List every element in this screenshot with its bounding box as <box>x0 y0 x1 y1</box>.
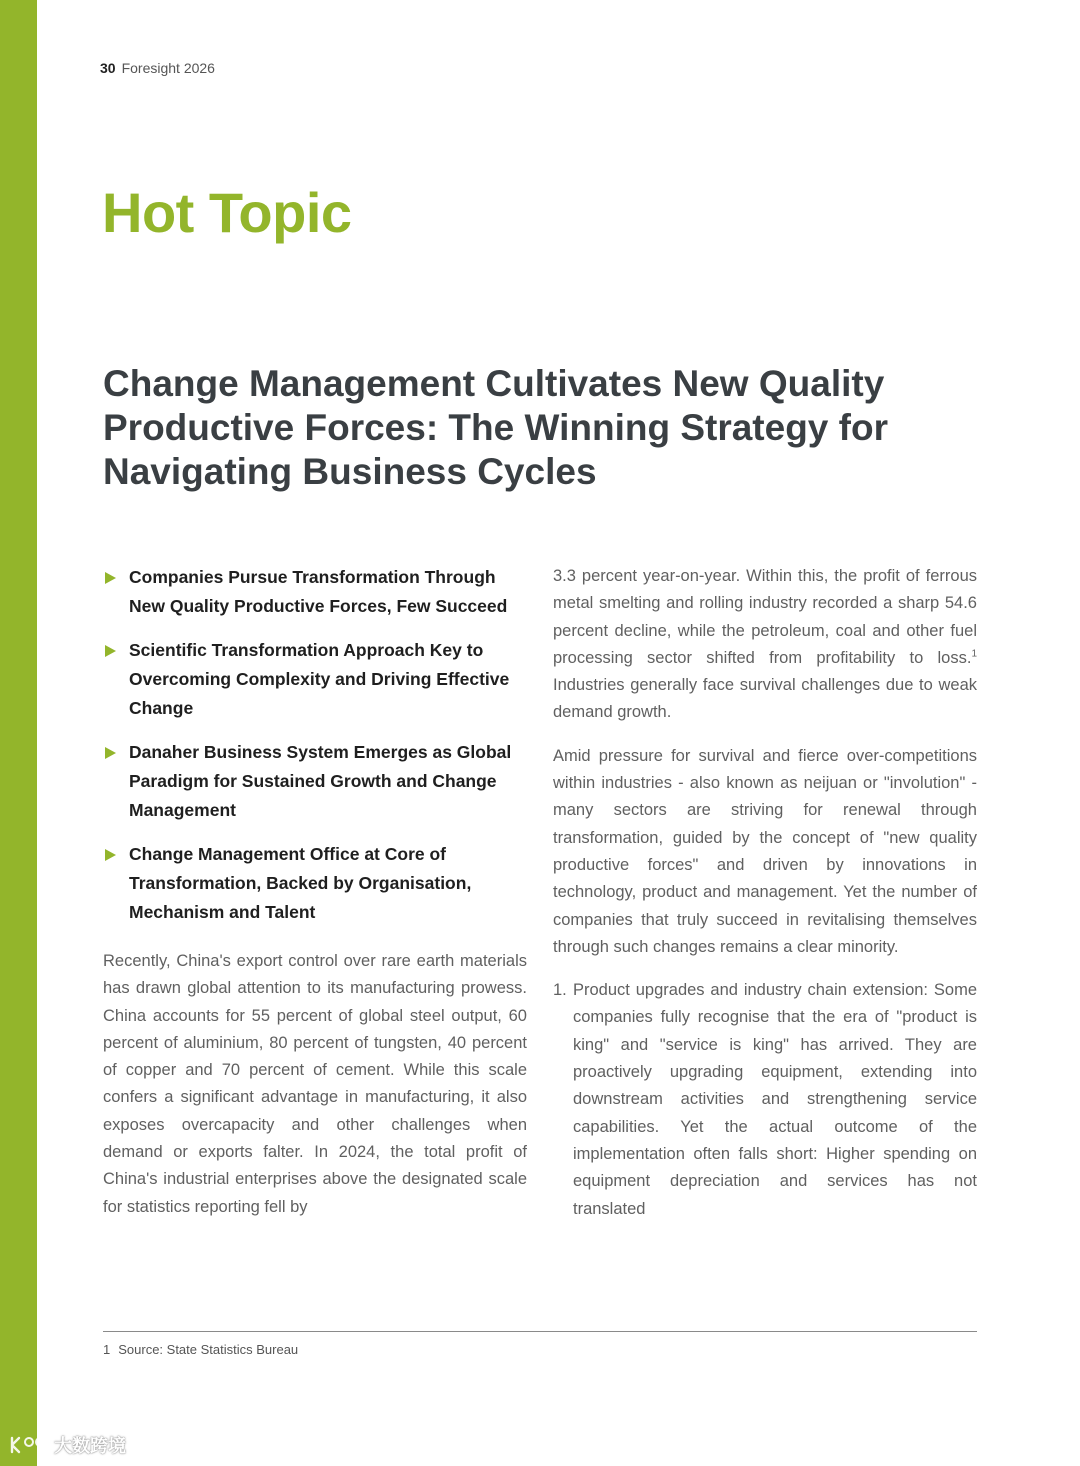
article-title: Change Management Cultivates New Quality Productive Forces: The Winning Strategy for Navigating Business Cycles <box>103 363 888 492</box>
key-point-text: Danaher Business System Emerges as Global Paradigm for Sustained Growth and Change Management <box>129 742 512 820</box>
key-point-text: Companies Pursue Transformation Through New Quality Productive Forces, Few Succeed <box>129 567 508 616</box>
triangle-bullet-icon <box>105 645 116 657</box>
watermark-logo-icon <box>8 1434 50 1456</box>
paragraph-text: 3.3 percent year-on-year. Within this, the profit of ferrous metal smelting and rolling industry recorded a sharp 54.6 percent decline, while the petroleum, coal and other fuel processing sector shifted from profitability to loss. <box>553 567 977 667</box>
paragraph-text: Industries generally face survival challenges due to weak demand growth. <box>553 676 977 722</box>
footnote-divider <box>103 1331 977 1332</box>
right-column <box>553 563 977 1223</box>
section-title: Hot Topic <box>102 181 352 244</box>
key-point <box>103 636 527 723</box>
key-point-text: Change Management Office at Core of Transformation, Backed by Organisation, Mechanism and Talent <box>129 844 472 922</box>
left-column <box>103 563 527 1221</box>
body-paragraph: Amid pressure for survival and fierce over-competitions within industries - also known as neijuan or "involution" - many sectors are striving for renewal through transformation, guided by the concept of "new quality productive forces" and driven by innovations in technology, product and management. Yet the number of companies that truly succeed in revitalising themselves through such changes remains a clear minority. <box>553 746 977 956</box>
accent-side-bar <box>0 0 37 1466</box>
publication-name: Foresight 2026 <box>121 60 215 76</box>
footnote-number: 1 <box>103 1342 111 1357</box>
item-text: Product upgrades and industry chain extension: Some companies fully recognise that the era of "product is king" and "service is king" has arrived. They are proactively upgrading equipment, extending into downstream activities and strengthening service capabilities. Yet the actual outcome of the implementation often falls short: Higher spending on equipment depreciation and services has not translated <box>573 981 977 1218</box>
triangle-bullet-icon <box>105 747 116 759</box>
body-paragraph: Recently, China's export control over rare earth materials has drawn global attention to its manufacturing prowess. China accounts for 55 percent of global steel output, 60 percent of aluminium, 80 percent of tungsten, 40 percent of copper and 70 percent of cement. While this scale confers a significant advantage in manufacturing, it also exposes overcapacity and other challenges when demand or exports falter. In 2024, the total profit of China's industrial enterprises above the designated scale for statistics reporting fell by <box>103 952 527 1216</box>
running-head <box>100 60 215 76</box>
footnote-reference[interactable]: 1 <box>971 648 977 660</box>
key-point-text: Scientific Transformation Approach Key to Overcoming Complexity and Driving Effective Change <box>129 640 510 718</box>
watermark <box>8 1432 126 1458</box>
body-paragraph <box>553 563 977 727</box>
key-point <box>103 563 527 621</box>
numbered-item <box>553 977 977 1223</box>
key-point <box>103 840 527 927</box>
page-number: 30 <box>100 60 116 76</box>
triangle-bullet-icon <box>105 572 116 584</box>
item-number: 1. <box>553 981 567 1000</box>
footnote-text: Source: State Statistics Bureau <box>118 1342 299 1357</box>
triangle-bullet-icon <box>105 849 116 861</box>
watermark-text: 大数跨境 <box>54 1436 126 1456</box>
key-points-list <box>103 563 527 927</box>
footnote <box>103 1342 298 1357</box>
key-point <box>103 738 527 825</box>
